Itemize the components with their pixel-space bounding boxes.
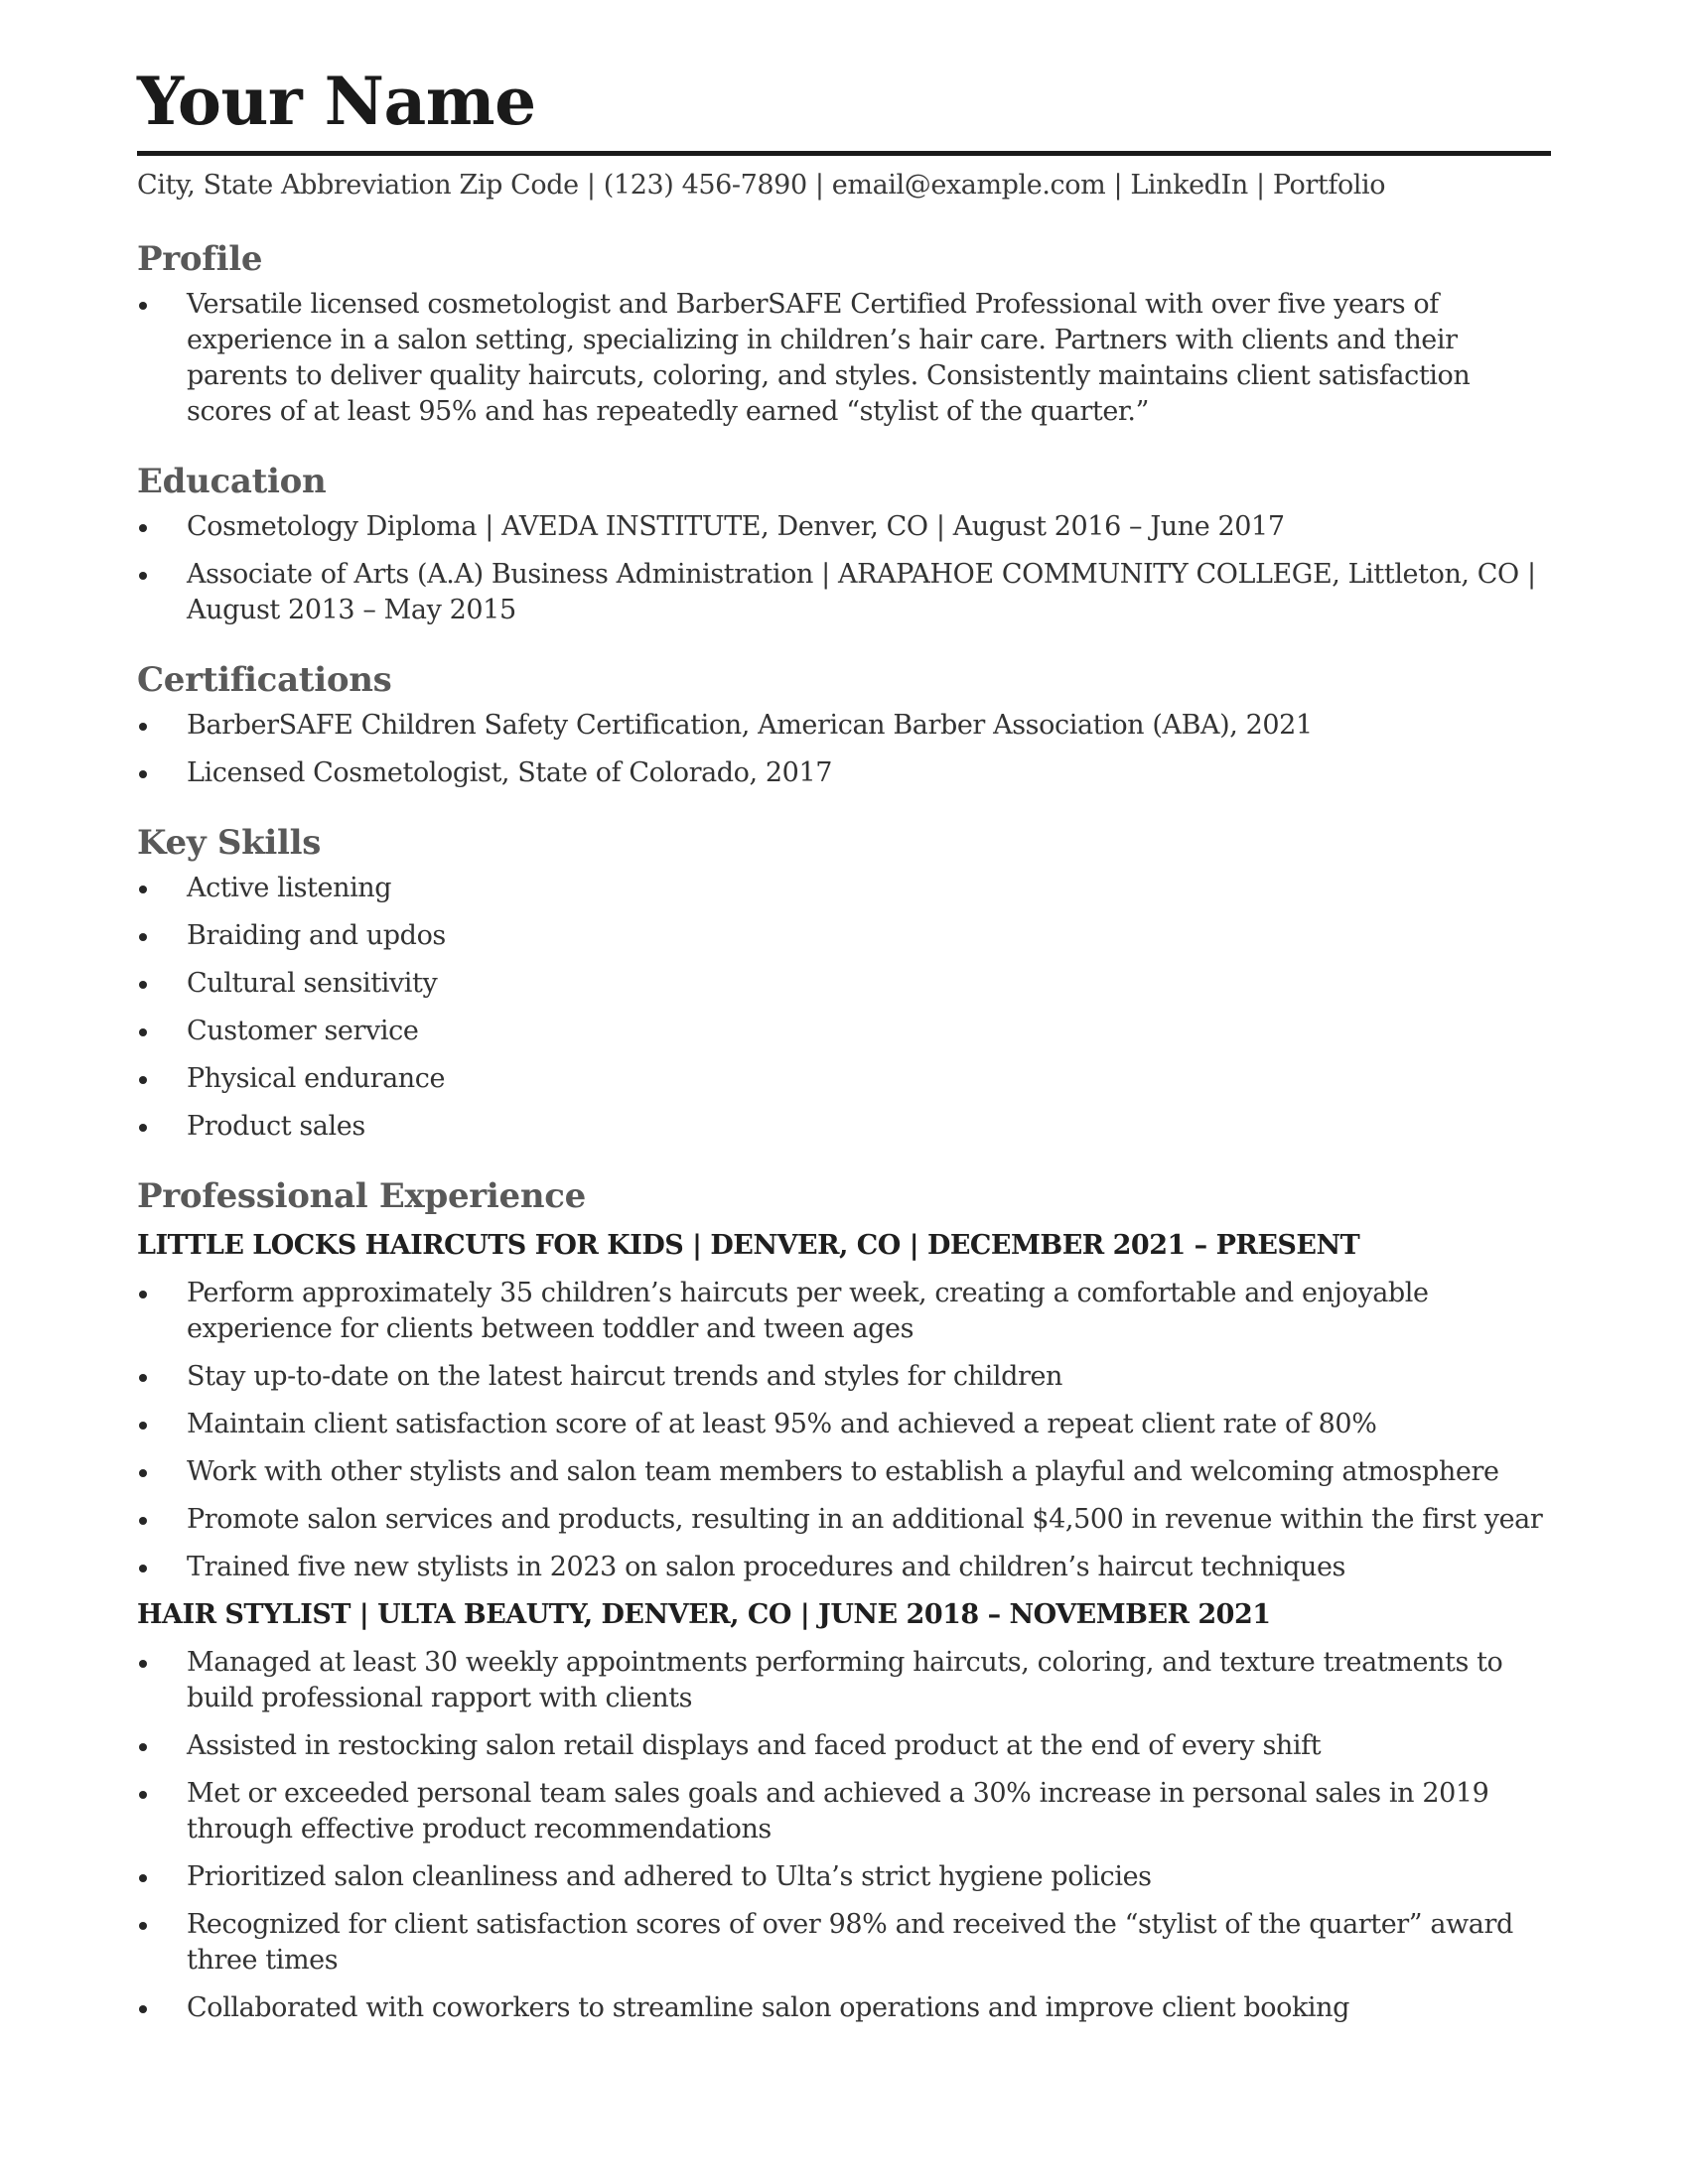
contact-line: City, State Abbreviation Zip Code | (123) 456-7890 | email@example.com | LinkedIn | Portfolio — [137, 170, 1386, 201]
list-item: Licensed Cosmetologist, State of Colorado, 2017 — [137, 755, 1551, 791]
list-item: BarberSAFE Children Safety Certification, American Barber Association (ABA), 2021 — [137, 708, 1551, 744]
job-heading-little-locks: LITTLE LOCKS HAIRCUTS FOR KIDS | DENVER, CO | DECEMBER 2021 – PRESENT — [137, 1230, 1360, 1261]
resume-page — [137, 60, 1551, 2038]
job-list-ulta-beauty — [137, 1645, 1551, 2026]
section-title-key-skills: Key Skills — [137, 823, 322, 863]
list-item: Promote salon services and products, resulting in an additional $4,500 in revenue within the first year — [137, 1502, 1551, 1538]
section-title-education: Education — [137, 462, 327, 501]
list-item: Product sales — [137, 1109, 1551, 1145]
list-item: Managed at least 30 weekly appointments performing haircuts, coloring, and texture treatments to build professional rapport with clients — [137, 1645, 1551, 1716]
list-item: Braiding and updos — [137, 918, 1551, 954]
list-item: Associate of Arts (A.A) Business Administration | ARAPAHOE COMMUNITY COLLEGE, Littleton, CO | August 2013 – May 2015 — [137, 557, 1551, 628]
section-title-certifications: Certifications — [137, 660, 392, 700]
resume-name: Your Name — [137, 63, 536, 140]
certifications-list — [137, 708, 1551, 791]
list-item: Trained five new stylists in 2023 on salon procedures and children’s haircut techniques — [137, 1550, 1551, 1585]
list-item: Perform approximately 35 children’s haircuts per week, creating a comfortable and enjoyable experience for clients between toddler and tween ages — [137, 1276, 1551, 1347]
list-item: Assisted in restocking salon retail displays and faced product at the end of every shift — [137, 1728, 1551, 1764]
job-heading-ulta-beauty: HAIR STYLIST | ULTA BEAUTY, DENVER, CO | JUNE 2018 – NOVEMBER 2021 — [137, 1599, 1271, 1630]
section-title-experience: Professional Experience — [137, 1176, 587, 1216]
list-item: Customer service — [137, 1014, 1551, 1049]
list-item: Stay up-to-date on the latest haircut trends and styles for children — [137, 1359, 1551, 1395]
list-item: Cosmetology Diploma | AVEDA INSTITUTE, Denver, CO | August 2016 – June 2017 — [137, 509, 1551, 545]
list-item: Cultural sensitivity — [137, 966, 1551, 1002]
list-item: Versatile licensed cosmetologist and BarberSAFE Certified Professional with over five years of experience in a salon setting, specializing in children’s hair care. Partners with clients and their parents to deliver quality haircuts, coloring, and styles. Consistently maintains client satisfaction scores of at least 95% and has repeatedly earned “stylist of the quarter.” — [137, 287, 1551, 430]
list-item: Prioritized salon cleanliness and adhered to Ulta’s strict hygiene policies — [137, 1859, 1551, 1895]
list-item: Met or exceeded personal team sales goals and achieved a 30% increase in personal sales in 2019 through effective product recommendations — [137, 1776, 1551, 1847]
header-divider — [137, 151, 1551, 156]
list-item: Physical endurance — [137, 1061, 1551, 1097]
list-item: Active listening — [137, 871, 1551, 906]
section-title-profile: Profile — [137, 239, 263, 279]
list-item: Collaborated with coworkers to streamline salon operations and improve client booking — [137, 1990, 1551, 2026]
profile-list — [137, 287, 1551, 430]
list-item: Work with other stylists and salon team members to establish a playful and welcoming atmosphere — [137, 1454, 1551, 1490]
job-list-little-locks — [137, 1276, 1551, 1585]
education-list — [137, 509, 1551, 628]
list-item: Recognized for client satisfaction scores of over 98% and received the “stylist of the quarter” award three times — [137, 1907, 1551, 1979]
list-item: Maintain client satisfaction score of at least 95% and achieved a repeat client rate of 80% — [137, 1407, 1551, 1442]
skills-list — [137, 871, 1551, 1145]
